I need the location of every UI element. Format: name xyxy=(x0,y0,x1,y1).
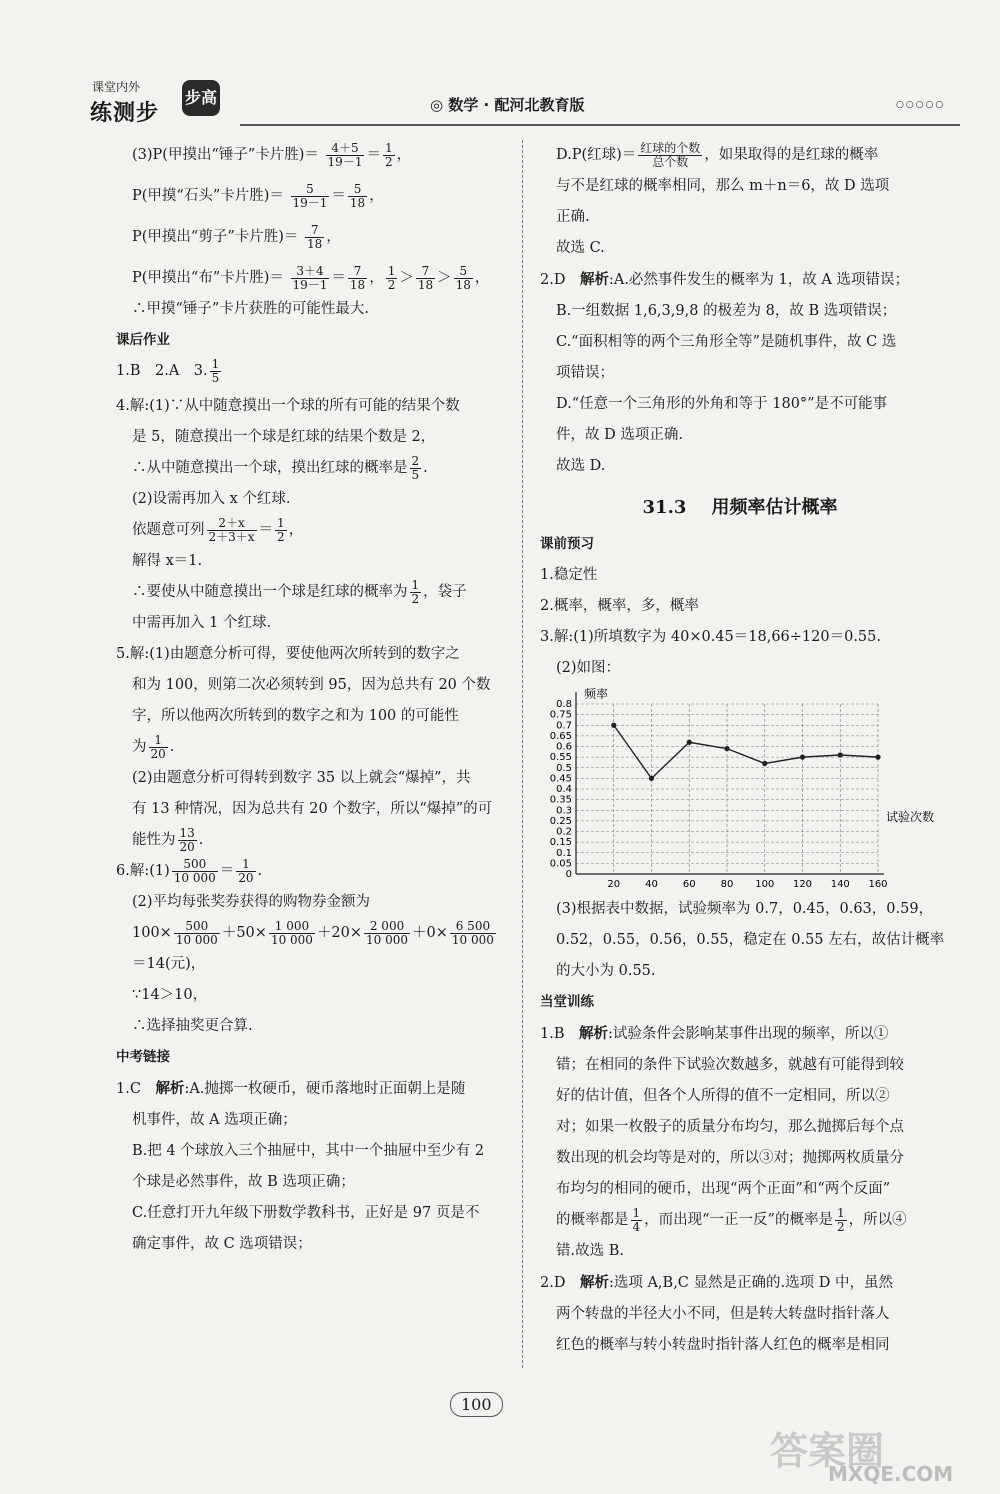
x-tick-label: 160 xyxy=(868,879,888,890)
answer-line: 正确. xyxy=(556,209,590,225)
x-tick-label: 140 xyxy=(830,879,850,890)
answer-line: 解得 x＝1. xyxy=(132,553,203,569)
answer-line: 4.解:(1)∵从中随意摸出一个球的所有可能的结果个数 xyxy=(116,398,460,414)
answer-line: 项错误； xyxy=(556,365,614,381)
answer-line: 错；在相同的条件下试验次数越多，就越有可能得到较 xyxy=(556,1057,904,1073)
answer-line: 件，故 D 选项正确. xyxy=(556,427,683,443)
answer-line: 1.B 解析:试验条件会影响某事件出现的频率，所以① xyxy=(540,1025,889,1042)
answer-line: 中需再加入 1 个红球. xyxy=(132,615,272,631)
header-rule xyxy=(240,124,960,126)
answer-line: 对；如果一枚骰子的质量分布均匀，那么抛掷后每个点 xyxy=(556,1119,904,1135)
answer-line: (2)如图： xyxy=(556,660,621,676)
answer-line: (2)设需再加入 x 个红球. xyxy=(132,491,291,507)
answer-line: D.P(红球)＝ $\frac{\text{红球的个数}}{\text{总个数}}$ ，如果取得的是红球的概率 xyxy=(556,140,879,169)
answer-line: 机事件，故 A 选项正确； xyxy=(132,1112,297,1128)
y-tick-label: 0.65 xyxy=(549,730,572,742)
answer-line: ∴从中随意摸出一个球，摸出红球的概率是 $\frac{2}{5}$ . xyxy=(132,453,428,482)
answer-line: P(甲摸“石头”卡片胜)＝ $\frac{5}{19-1}$ ＝ $\frac{5}{18}$ ， xyxy=(132,181,384,210)
answer-line: 红色的概率与转小转盘时指针落人红色的概率是相同 xyxy=(556,1337,890,1353)
y-tick-label: 0.2 xyxy=(556,826,572,838)
data-point xyxy=(611,723,616,728)
answer-line: 为 $\frac{1}{20}$ . xyxy=(132,732,175,761)
y-tick-label: 0.05 xyxy=(549,858,572,870)
answer-line: ∴要使从中随意摸出一个球是红球的概率为 $\frac{1}{2}$ ，袋子 xyxy=(132,577,467,606)
answer-line: B.把 4 个球放入三个抽屉中，其中一个抽屉中至少有 2 xyxy=(132,1143,485,1159)
page-number: 100 xyxy=(450,1392,503,1417)
answer-line: 3.解:(1)所填数字为 40×0.45＝18,66÷120＝0.55. xyxy=(540,629,881,645)
answer-line: (3)P(甲摸出“锤子”卡片胜)＝ $\frac{4+5}{19-1}$ ＝ $\frac{1}{2}$ ， xyxy=(132,140,412,169)
logo-title: 练测步 xyxy=(90,101,160,126)
x-tick-label: 60 xyxy=(682,879,696,890)
answer-line: 1.B 2.A 3. $\frac{1}{5}$ xyxy=(116,356,220,385)
answer-line: 与不是红球的概率相同，那么 m＋n＝6，故 D 选项 xyxy=(556,178,890,194)
y-tick-label: 0.6 xyxy=(556,741,572,753)
data-point xyxy=(762,761,767,766)
answer-line: 两个转盘的半径大小不同，但是转大转盘时指针落人 xyxy=(556,1306,890,1322)
logo-caption: 课堂内外 xyxy=(92,80,141,94)
watermark-url: MXQE.COM xyxy=(828,1462,954,1486)
y-tick-label: 0.35 xyxy=(549,794,572,806)
y-axis-label: 频率 xyxy=(584,687,609,701)
section-class-training: 当堂训练 xyxy=(540,994,594,1010)
answer-line: 能性为 $\frac{13}{20}$ . xyxy=(132,825,204,854)
answer-line: P(甲摸出“剪子”卡片胜)＝ $\frac{7}{18}$ ， xyxy=(132,222,341,251)
frequency-chart xyxy=(540,684,935,894)
section-number: 31.3 xyxy=(642,497,687,518)
right-column xyxy=(540,140,945,1361)
data-point xyxy=(800,755,805,760)
watermark: 答案圈 xyxy=(770,1429,885,1473)
answer-line: 故选 D. xyxy=(556,458,606,474)
x-tick-label: 120 xyxy=(792,879,813,890)
y-tick-label: 0.45 xyxy=(549,773,572,785)
answer-line: 2.D 解析:A.必然事件发生的概率为 1，故 A 选项错误； xyxy=(540,271,909,288)
x-tick-label: 40 xyxy=(645,879,658,890)
y-tick-label: 0.15 xyxy=(549,837,572,849)
answer-line: 依题意可列 $\frac{2+x}{2+3+x}$ ＝ $\frac{1}{2}$ ， xyxy=(132,515,304,544)
y-tick-label: 0.55 xyxy=(549,752,572,764)
y-tick-label: 0.1 xyxy=(556,847,572,859)
answer-line: (2)平均每张奖券获得的购物券金额为 xyxy=(132,894,371,910)
data-point xyxy=(649,776,654,781)
left-column xyxy=(116,140,506,1260)
frequency-chart-svg xyxy=(540,684,935,894)
y-tick-label: 0.3 xyxy=(556,805,572,817)
answer-line: 100× $\frac{500}{10 000}$ ＋50× $\frac{1 000}{10 000}$ ＋20× $\frac{2 000}{10 000}$ ＋0× $\frac{6 500}{10 000}$ xyxy=(132,918,494,947)
y-tick-label: 0.75 xyxy=(549,709,572,721)
y-tick-label: 0 xyxy=(565,869,572,880)
y-tick-label: 0.5 xyxy=(556,762,572,774)
x-tick-label: 100 xyxy=(755,879,775,890)
answer-line: C.“面积相等的两个三角形全等”是随机事件，故 C 选 xyxy=(556,334,897,350)
y-tick-label: 0.8 xyxy=(556,699,572,710)
answer-line: 故选 C. xyxy=(556,240,605,256)
answer-line: 5.解:(1)由题意分析可得，要使他两次所转到的数字之 xyxy=(116,646,460,662)
answer-line: 的概率都是 $\frac{1}{4}$ ，而出现“一正一反”的概率是 $\frac{1}{2}$ ，所以④ xyxy=(556,1205,907,1234)
answer-line: P(甲摸出“布”卡片胜)＝ $\frac{3+4}{19-1}$ ＝ $\frac{7}{18}$ ， $\frac{1}{2}$ ＞ $\frac{7}{18}$ ＞ $\frac{5}{18}$ ， xyxy=(132,263,490,292)
logo-badge: 步高 xyxy=(182,80,220,116)
answer-line: 个球是必然事件，故 B 选项正确； xyxy=(132,1174,355,1190)
column-divider xyxy=(522,140,523,1368)
answer-line: 好的估计值，但各个人所得的值不一定相同，所以② xyxy=(556,1088,890,1104)
answer-line: 数出现的机会均等是对的，所以③对；抛掷两枚质量分 xyxy=(556,1150,904,1166)
answer-line: 字，所以他两次所转到的数字之和为 100 的可能性 xyxy=(132,708,459,724)
series-line xyxy=(614,725,878,778)
answer-line: 和为 100，则第二次必须转到 95，因为总共有 20 个数 xyxy=(132,677,491,693)
y-tick-label: 0.7 xyxy=(556,720,572,732)
answer-line: ∴甲摸“锤子”卡片获胜的可能性最大. xyxy=(132,301,369,317)
answer-line: D.“任意一个三角形的外角和等于 180°”是不可能事 xyxy=(556,396,888,412)
x-tick-label: 20 xyxy=(607,879,621,890)
x-axis-label: 试验次数 xyxy=(886,809,935,824)
section-preview: 课前预习 xyxy=(540,536,594,552)
header-dots: ○○○○○ xyxy=(896,100,946,110)
answer-line: ∴选择抽奖更合算. xyxy=(132,1018,253,1034)
section-homework: 课后作业 xyxy=(116,332,170,348)
answer-line: C.任意打开九年级下册数学教科书，正好是 97 页是不 xyxy=(132,1205,480,1221)
subject-title: ◎ 数学 · 配河北教育版 xyxy=(430,96,585,114)
answer-line: 2.概率，概率，多，概率 xyxy=(540,598,699,614)
data-point xyxy=(838,752,843,757)
answer-line: (3)根据表中数据，试验频率为 0.7，0.45，0.63，0.59， xyxy=(556,901,934,917)
data-point xyxy=(687,740,692,745)
answer-line: 错.故选 B. xyxy=(556,1243,624,1259)
answer-line: 2.D 解析:选项 A,B,C 显然是正确的.选项 D 中，虽然 xyxy=(540,1274,893,1291)
answer-line: 1.C 解析:A.抛掷一枚硬币，硬币落地时正面朝上是随 xyxy=(116,1080,466,1097)
answer-line: 的大小为 0.55. xyxy=(556,963,656,979)
y-tick-label: 0.25 xyxy=(549,815,572,827)
answer-line: 有 13 种情况，因为总共有 20 个数字，所以“爆掉”的可 xyxy=(132,801,493,817)
answer-line: (2)由题意分析可得转到数字 35 以上就会“爆掉”，共 xyxy=(132,770,471,786)
answer-line: ∵14＞10， xyxy=(132,987,208,1003)
y-tick-label: 0.4 xyxy=(556,784,572,795)
data-point xyxy=(724,746,729,751)
answer-line: 是 5，随意摸出一个球是红球的结果个数是 2， xyxy=(132,429,436,445)
answer-line: 确定事件，故 C 选项错误； xyxy=(132,1236,312,1252)
answer-line: ＝14(元)， xyxy=(132,956,206,972)
page-footer xyxy=(450,1392,503,1417)
answer-line: 布均匀的相同的硬币，出现“两个正面”和“两个反面” xyxy=(556,1181,891,1197)
x-tick-label: 80 xyxy=(720,879,734,890)
answer-line: 6.解:(1) $\frac{500}{10 000}$ ＝ $\frac{1}{20}$ . xyxy=(116,856,263,885)
section-title: 用频率估计概率 xyxy=(711,497,838,518)
data-point xyxy=(875,755,880,760)
answer-line: 0.52，0.55，0.56，0.55，稳定在 0.55 左右，故估计概率 xyxy=(556,932,945,948)
section-heading xyxy=(540,492,940,523)
section-exam-link: 中考链接 xyxy=(116,1049,170,1065)
answer-line: 1.稳定性 xyxy=(540,567,598,583)
page-header xyxy=(0,0,1000,140)
answer-line: B.一组数据 1,6,3,9,8 的极差为 8，故 B 选项错误； xyxy=(556,303,897,319)
